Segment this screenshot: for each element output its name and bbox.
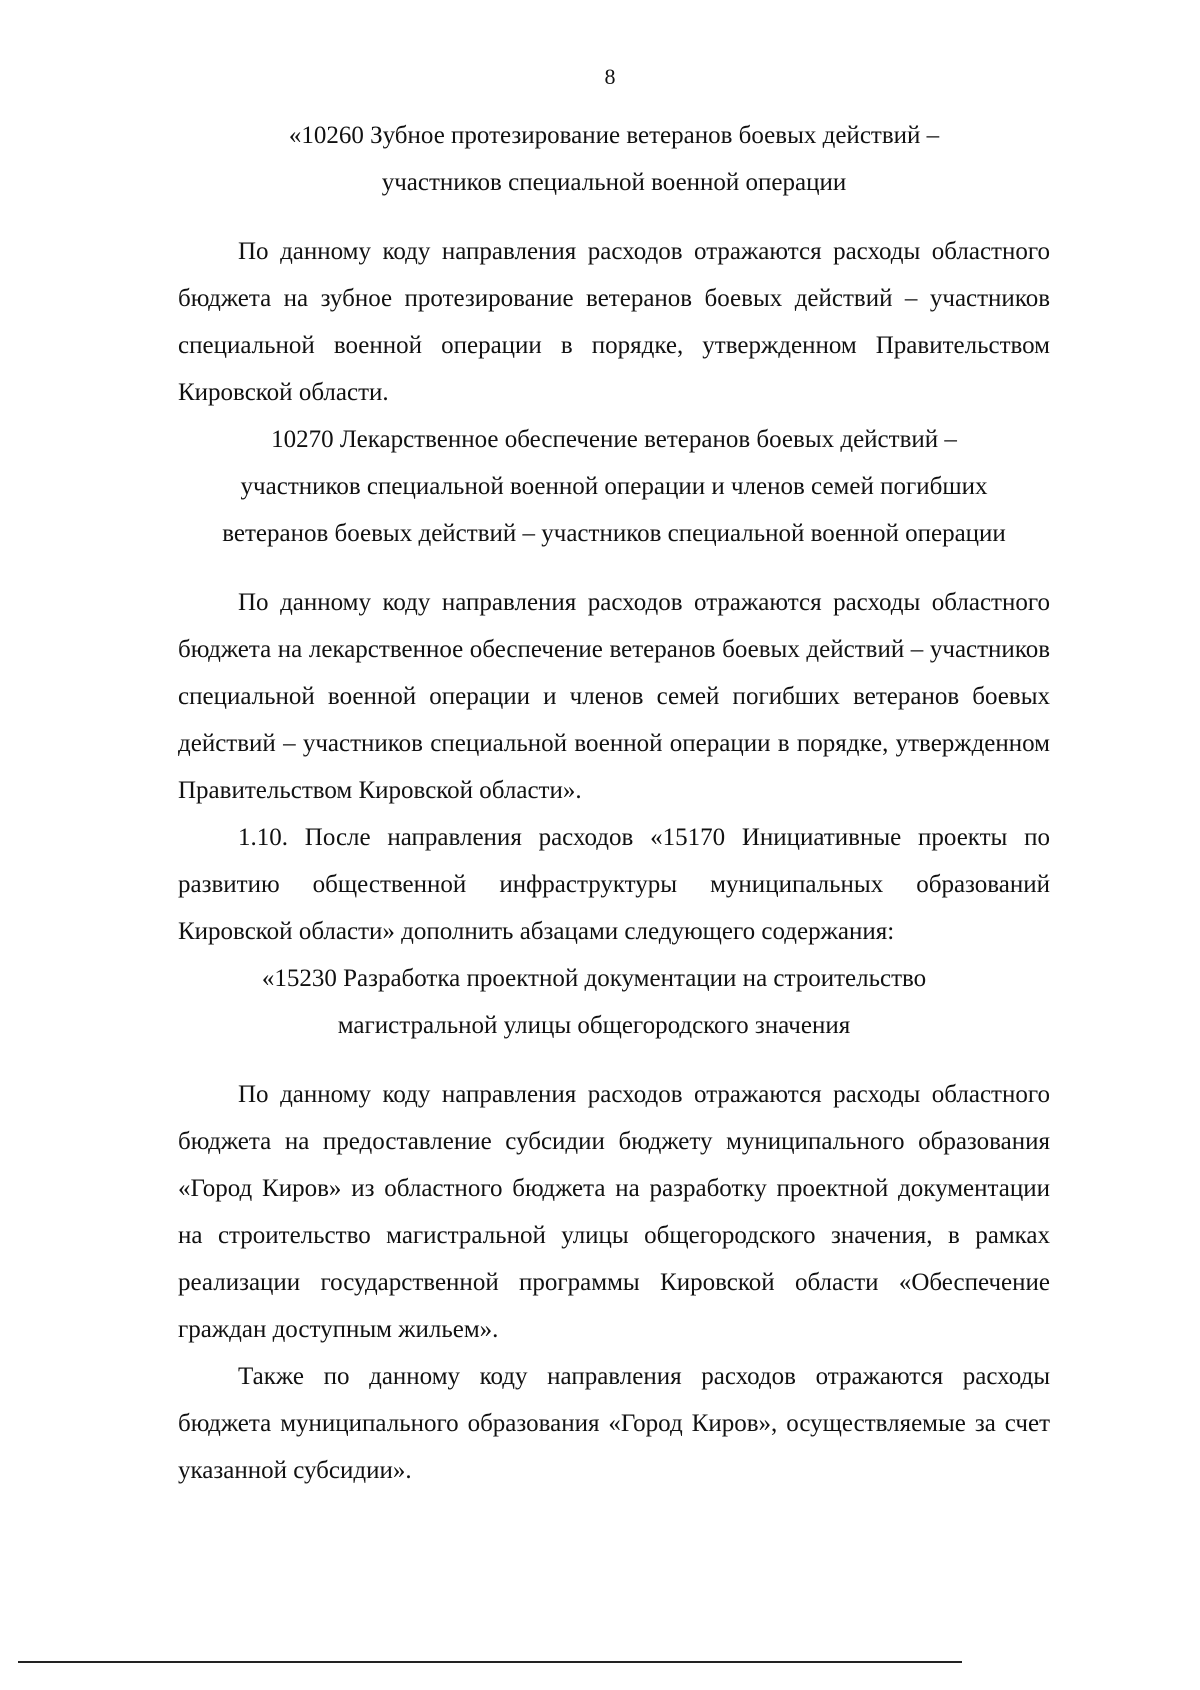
page-number: 8 [604, 64, 616, 89]
heading-line: «10260 Зубное протезирование ветеранов боевых действий – [288, 122, 940, 149]
paragraph-10270: По данному коду направления расходов отражаются расходы областного бюджета на лекарственное обеспечение ветеранов боевых действий – участников специальной военной операции и членов семей погибших ветеранов боевых действий – участников специальной военной операции в порядке, утвержденном Правительством Кировской области». [178, 589, 1050, 804]
heading-line: «15230 Разработка проектной документации на строительство [261, 965, 927, 992]
document-body [178, 112, 1050, 1494]
bottom-rule [18, 1661, 962, 1663]
heading-line: участников специальной военной операции [381, 169, 847, 196]
section-heading-10260 [168, 112, 1060, 206]
heading-line: 10270 Лекарственное обеспечение ветеранов боевых действий – [271, 426, 957, 453]
paragraph-10260: По данному коду направления расходов отражаются расходы областного бюджета на зубное протезирование ветеранов боевых действий – участников специальной военной операции в порядке, утвержденном Правительством Кировской области. [178, 238, 1050, 406]
paragraph-15230: По данному коду направления расходов отражаются расходы областного бюджета на предоставление субсидии бюджету муниципального образования «Город Киров» из областного бюджета на разработку проектной документации на строительство магистральной улицы общегородского значения, в рамках реализации государственной программы Кировской области «Обеспечение граждан доступным жильем». [178, 1081, 1050, 1343]
section-heading-10270 [158, 416, 1070, 557]
heading-line: участников специальной военной операции и членов семей погибших [240, 473, 988, 500]
paragraph-1-10: 1.10. После направления расходов «15170 Инициативные проекты по развитию общественной инфраструктуры муниципальных образований Кировской области» дополнить абзацами следующего содержания: [178, 824, 1050, 945]
section-heading-15230 [158, 955, 1030, 1049]
heading-line: магистральной улицы общегородского значения [337, 1012, 851, 1039]
heading-line: ветеранов боевых действий – участников специальной военной операции [222, 520, 1006, 547]
paragraph-also: Также по данному коду направления расходов отражаются расходы бюджета муниципального образования «Город Киров», осуществляемые за счет указанной субсидии». [178, 1363, 1050, 1484]
